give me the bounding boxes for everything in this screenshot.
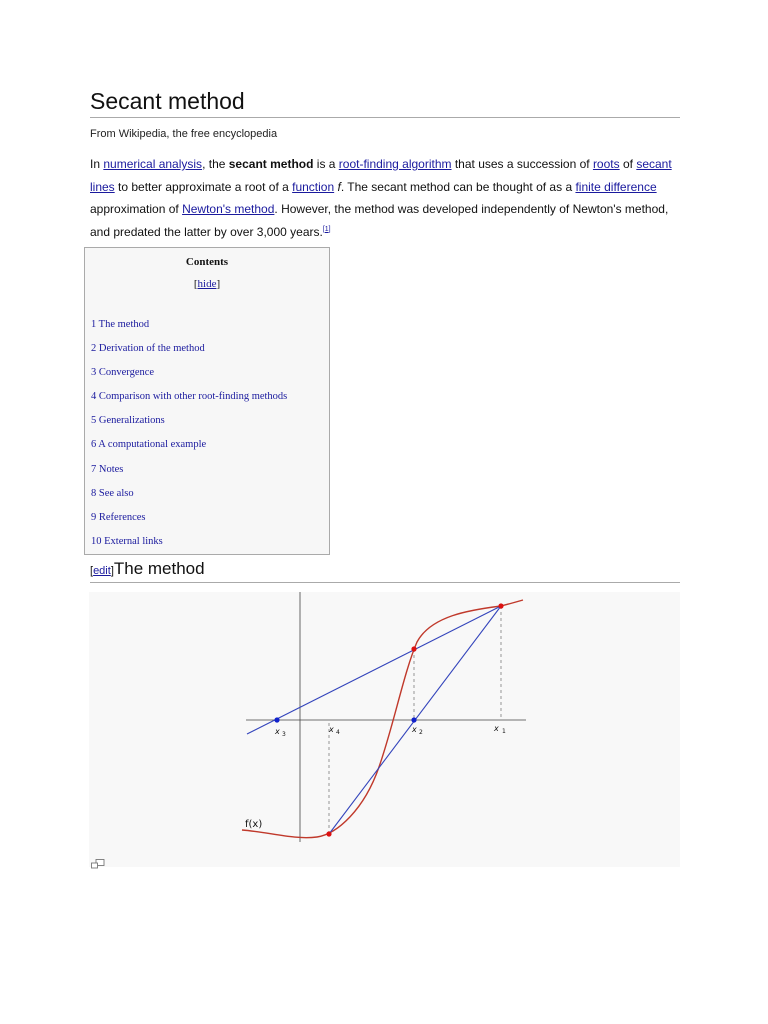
bracket: ]	[110, 565, 114, 577]
intro-text: . However, the method was developed independently of Newton's method, and predated the latter by over 3,000 years.	[90, 202, 669, 239]
section-heading	[90, 559, 205, 579]
section-divider	[90, 582, 680, 583]
intro-paragraph	[90, 153, 682, 243]
toc-item-external-links[interactable]: 10 External links	[91, 535, 163, 547]
label-fx: f(x)	[245, 819, 263, 830]
label-x2: x	[412, 725, 417, 734]
label-x4-sub: 4	[336, 729, 340, 736]
link-finite-difference[interactable]: finite difference	[575, 179, 657, 194]
label-x3-sub: 3	[282, 731, 286, 738]
intro-text: is a	[313, 157, 339, 171]
intro-text: , the	[202, 157, 229, 171]
link-roots[interactable]: roots	[592, 157, 620, 171]
link-root-finding-algorithm[interactable]: root-finding algorithm	[338, 157, 452, 171]
link-function[interactable]: function	[292, 179, 335, 194]
tagline: From Wikipedia, the free encyclopedia	[90, 128, 278, 140]
label-x1-sub: 1	[502, 728, 506, 735]
reference-link[interactable]: [1]	[322, 225, 331, 233]
intro-text: that uses a succession of	[451, 157, 593, 171]
toc-item-notes[interactable]: 7 Notes	[91, 463, 124, 475]
secant-diagram	[89, 592, 680, 867]
point-x2	[411, 717, 416, 722]
link-numerical-analysis[interactable]: numerical analysis	[103, 157, 203, 171]
point-x3	[274, 717, 279, 722]
point-f-x1	[498, 603, 503, 608]
bracket: [	[90, 565, 94, 577]
edit-link[interactable]: edit	[93, 565, 111, 577]
bracket: [	[193, 278, 198, 290]
toc-title: Contents	[185, 256, 229, 268]
intro-text: of	[619, 157, 637, 171]
toc-item-the-method[interactable]: 1 The method	[91, 319, 150, 330]
point-f-x3	[326, 831, 331, 836]
toc-item-see-also[interactable]: 8 See also	[91, 487, 134, 499]
section-title: The method	[113, 559, 205, 578]
toc-item-derivation[interactable]: 2 Derivation of the method	[91, 343, 205, 355]
secant-method-figure[interactable]	[89, 592, 680, 867]
toc-hide-toggle	[85, 278, 329, 290]
toc-hide-link[interactable]: hide	[197, 278, 217, 290]
toc-item-generalizations[interactable]: 5 Generalizations	[91, 415, 165, 427]
table-of-contents	[84, 247, 330, 555]
toc-item-computational-example[interactable]: 6 A computational example	[91, 439, 207, 451]
link-newtons-method[interactable]: Newton's method	[182, 202, 275, 216]
label-x3: x	[275, 727, 280, 736]
label-x2-sub: 2	[419, 729, 423, 736]
function-curve	[242, 600, 523, 838]
edit-section-control	[90, 565, 114, 577]
intro-text: approximation of	[90, 202, 183, 216]
toc-list	[91, 318, 287, 559]
intro-text: . The secant method can be thought of as a	[340, 179, 576, 194]
toc-item-convergence[interactable]: 3 Convergence	[91, 367, 155, 379]
point-f-x2	[411, 646, 416, 651]
italic-f: f	[337, 179, 341, 194]
magnify-enlarge-icon[interactable]	[91, 856, 105, 866]
toc-item-comparison[interactable]: 4 Comparison with other root-finding methods	[91, 391, 288, 403]
label-x4: x	[329, 725, 334, 734]
label-x1: x	[494, 724, 499, 733]
title-divider	[90, 117, 680, 118]
page-title: Secant method	[90, 88, 245, 114]
secant-line-1	[247, 606, 501, 734]
intro-text: In	[90, 157, 104, 171]
intro-text: to better approximate a root of a	[114, 179, 293, 194]
link-secant-lines[interactable]: secant lines	[90, 157, 672, 194]
bold-term: secant method	[228, 157, 314, 171]
toc-item-references[interactable]: 9 References	[91, 511, 146, 523]
bracket: ]	[216, 278, 221, 290]
